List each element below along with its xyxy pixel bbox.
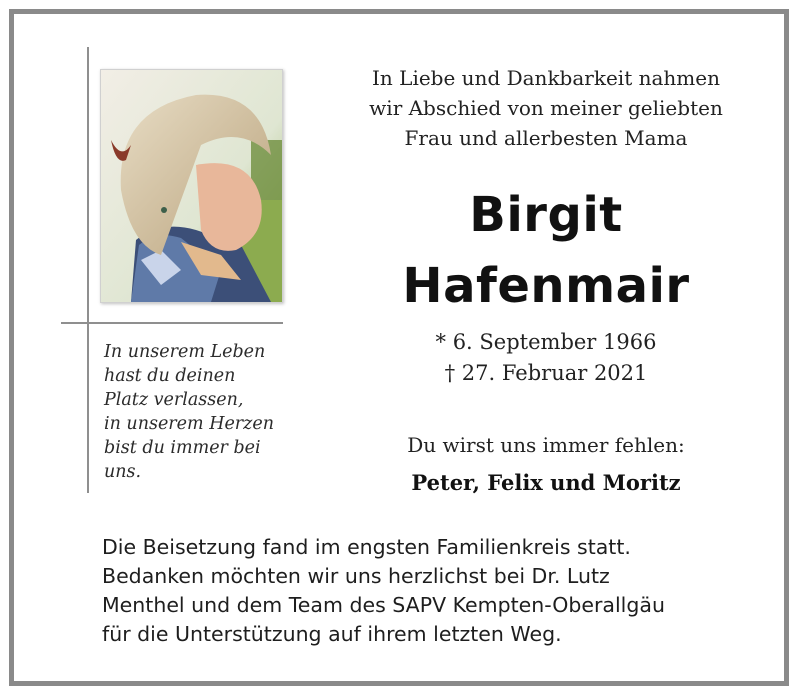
family-signature: Peter, Felix und Moritz	[411, 470, 681, 495]
birth-date: * 6. September 1966	[435, 330, 657, 354]
quote-line: uns.	[104, 462, 142, 482]
first-name: Birgit	[469, 187, 623, 243]
intro-line: In Liebe und Dankbarkeit nahmen	[372, 66, 720, 90]
quote-line: bist du immer bei	[104, 438, 261, 458]
notice-line: Menthel und dem Team des SAPV Kempten-Oberallgäu	[102, 593, 665, 617]
portrait-illustration	[101, 70, 282, 302]
notice-line: für die Unterstützung auf ihrem letzten Weg.	[102, 622, 562, 646]
memorial-quote	[104, 340, 304, 484]
vertical-divider	[87, 47, 89, 493]
intro-line: wir Abschied von meiner geliebten	[369, 96, 723, 120]
portrait-photo	[100, 69, 283, 303]
quote-line: hast du deinen	[104, 366, 236, 386]
quote-line: In unserem Leben	[104, 342, 266, 362]
intro-line: Frau und allerbesten Mama	[404, 126, 688, 150]
quote-line: in unserem Herzen	[104, 414, 275, 434]
miss-line: Du wirst uns immer fehlen:	[407, 433, 685, 457]
horizontal-divider	[61, 322, 283, 324]
last-name: Hafenmair	[402, 258, 690, 314]
notice-line: Die Beisetzung fand im engsten Familienkreis statt.	[102, 535, 631, 559]
death-date: † 27. Februar 2021	[444, 361, 648, 385]
funeral-notice	[102, 533, 782, 649]
deceased-name	[330, 180, 762, 322]
life-dates	[330, 327, 762, 389]
notice-line: Bedanken möchten wir uns herzlichst bei Dr. Lutz	[102, 564, 610, 588]
intro-text	[330, 63, 762, 153]
quote-line: Platz verlassen,	[104, 390, 244, 410]
